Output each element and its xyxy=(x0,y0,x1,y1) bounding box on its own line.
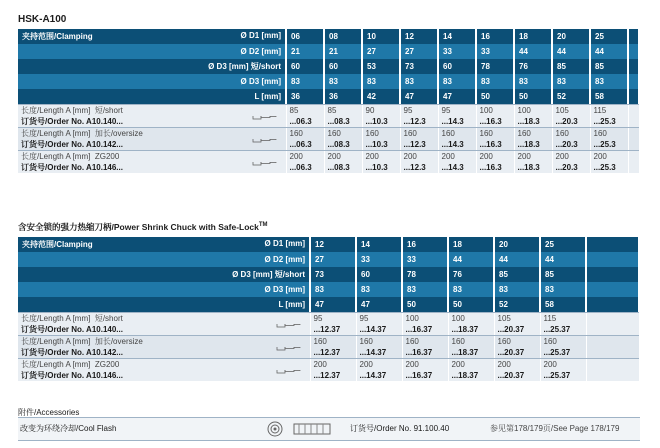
length-value: 90 xyxy=(362,105,400,116)
length-label: 长度/Length A [mm] 短/short xyxy=(18,105,286,116)
order-code: ...14.3 xyxy=(438,162,476,173)
order-code: ...18.3 xyxy=(514,139,552,150)
length-value: 160 xyxy=(494,336,540,347)
shrink-chuck-icon xyxy=(252,162,272,165)
order-code: ...18.3 xyxy=(514,162,552,173)
header-value-cell: 21 xyxy=(286,44,324,59)
shrink-chuck-icon xyxy=(276,347,296,350)
header-value-cell: 60 xyxy=(324,59,362,74)
header-value-cell: 25 xyxy=(540,237,586,252)
header-row xyxy=(18,297,639,312)
length-value: 160 xyxy=(540,336,586,347)
header-value-cell: 14 xyxy=(438,29,476,44)
order-code: ...20.37 xyxy=(494,347,540,358)
accessories-title: 附件/Accessories xyxy=(18,408,80,417)
order-label: 订货号/Order No. A10.142... xyxy=(18,347,310,358)
order-code: ...10.3 xyxy=(362,162,400,173)
length-value: 160 xyxy=(286,128,324,139)
header-value-cell: 50 xyxy=(402,297,448,312)
header-value-cell: 85 xyxy=(590,59,628,74)
length-value: 200 xyxy=(514,151,552,162)
length-value: 160 xyxy=(402,336,448,347)
order-code: ...20.37 xyxy=(494,324,540,335)
length-value: 200 xyxy=(448,359,494,370)
header-value-cell: 83 xyxy=(402,282,448,297)
header-value-cell: 47 xyxy=(400,89,438,104)
order-label: 订货号/Order No. A10.142... xyxy=(18,139,286,150)
order-code: ...06.3 xyxy=(286,116,324,127)
header-value-cell: 44 xyxy=(494,252,540,267)
header-value-cell: 60 xyxy=(438,59,476,74)
header-value-cell: 50 xyxy=(476,89,514,104)
header-value-cell: 18 xyxy=(448,237,494,252)
header-value-cell: 44 xyxy=(590,44,628,59)
order-row xyxy=(18,116,639,127)
length-value: 95 xyxy=(438,105,476,116)
order-code: ...25.3 xyxy=(590,162,628,173)
order-code: ...18.37 xyxy=(448,370,494,381)
header-value-cell: 53 xyxy=(362,59,400,74)
header-value-cell: 83 xyxy=(356,282,402,297)
length-value: 160 xyxy=(324,128,362,139)
header-row xyxy=(18,29,639,44)
header-value-cell: 83 xyxy=(514,74,552,89)
coolant-disc-icon xyxy=(266,421,288,437)
order-code: ...18.37 xyxy=(448,347,494,358)
order-code: ...25.3 xyxy=(590,139,628,150)
length-value: 85 xyxy=(286,105,324,116)
header-value-cell: 18 xyxy=(514,29,552,44)
header-label-cell: 夹持范围/Clamping Ø D1 [mm] xyxy=(18,29,286,44)
header-value-cell: 25 xyxy=(590,29,628,44)
accessory-page-ref[interactable]: 参见第178/179页/See Page 178/179 xyxy=(490,424,620,433)
order-code: ...14.37 xyxy=(356,370,402,381)
header-value-cell: 83 xyxy=(476,74,514,89)
header-value-cell: 50 xyxy=(514,89,552,104)
length-value: 200 xyxy=(590,151,628,162)
order-row xyxy=(18,324,639,335)
header-row xyxy=(18,237,639,252)
header-value-cell: 44 xyxy=(448,252,494,267)
length-label: 长度/Length A [mm] ZG200 xyxy=(18,151,286,162)
header-value-cell: 83 xyxy=(590,74,628,89)
header-value-cell: 47 xyxy=(310,297,356,312)
order-code: ...12.3 xyxy=(400,162,438,173)
header-value-cell: 58 xyxy=(540,297,586,312)
header-value-cell: 16 xyxy=(476,29,514,44)
length-label: 长度/Length A [mm] ZG200 xyxy=(18,359,310,370)
shrink-chuck-icon xyxy=(252,116,272,119)
length-value: 200 xyxy=(476,151,514,162)
length-value: 200 xyxy=(286,151,324,162)
length-value: 200 xyxy=(310,359,356,370)
order-code: ...18.37 xyxy=(448,324,494,335)
order-code: ...20.3 xyxy=(552,139,590,150)
header-value-cell: 36 xyxy=(324,89,362,104)
length-value: 200 xyxy=(438,151,476,162)
length-label: 长度/Length A [mm] 加长/oversize xyxy=(18,128,286,139)
header-value-cell: 06 xyxy=(286,29,324,44)
length-row xyxy=(18,105,639,116)
header-label-cell: Ø D3 [mm] xyxy=(18,74,286,89)
header-value-cell: 83 xyxy=(540,282,586,297)
order-code: ...20.3 xyxy=(552,116,590,127)
order-code: ...06.3 xyxy=(286,139,324,150)
order-code: ...12.37 xyxy=(310,370,356,381)
header-value-cell: 08 xyxy=(324,29,362,44)
header-label-cell: 夹持范围/Clamping Ø D1 [mm] xyxy=(18,237,310,252)
length-value: 200 xyxy=(324,151,362,162)
length-value: 160 xyxy=(400,128,438,139)
header-value-cell: 76 xyxy=(514,59,552,74)
length-value: 160 xyxy=(514,128,552,139)
shrink-chuck-icon xyxy=(276,324,296,327)
header-value-cell: 83 xyxy=(400,74,438,89)
header-row xyxy=(18,59,639,74)
length-row xyxy=(18,128,639,139)
header-value-cell: 20 xyxy=(552,29,590,44)
order-code: ...10.3 xyxy=(362,116,400,127)
header-value-cell: 27 xyxy=(400,44,438,59)
header-value-cell: 83 xyxy=(286,74,324,89)
header-value-cell: 47 xyxy=(438,89,476,104)
accessory-row xyxy=(18,417,640,441)
order-row xyxy=(18,162,639,173)
header-label-cell: Ø D3 [mm] xyxy=(18,282,310,297)
header-value-cell: 85 xyxy=(494,267,540,282)
order-label: 订货号/Order No. A10.140... xyxy=(18,116,286,127)
order-code: ...16.3 xyxy=(476,139,514,150)
header-row xyxy=(18,74,639,89)
header-value-cell: 33 xyxy=(476,44,514,59)
length-value: 160 xyxy=(476,128,514,139)
header-row xyxy=(18,252,639,267)
header-value-cell: 33 xyxy=(402,252,448,267)
header-value-cell: 76 xyxy=(448,267,494,282)
length-value: 105 xyxy=(552,105,590,116)
header-value-cell: 60 xyxy=(286,59,324,74)
length-value: 105 xyxy=(494,313,540,324)
header-row xyxy=(18,267,639,282)
section1-table xyxy=(18,29,640,173)
header-value-cell: 12 xyxy=(310,237,356,252)
header-value-cell: 44 xyxy=(514,44,552,59)
order-code: ...25.37 xyxy=(540,324,586,335)
length-value: 95 xyxy=(310,313,356,324)
length-value: 100 xyxy=(476,105,514,116)
order-code: ...20.3 xyxy=(552,162,590,173)
length-value: 160 xyxy=(356,336,402,347)
length-value: 160 xyxy=(590,128,628,139)
header-value-cell: 83 xyxy=(310,282,356,297)
order-code: ...14.3 xyxy=(438,116,476,127)
length-value: 100 xyxy=(514,105,552,116)
order-row xyxy=(18,139,639,150)
length-row xyxy=(18,151,639,162)
header-value-cell: 83 xyxy=(324,74,362,89)
order-code: ...08.3 xyxy=(324,116,362,127)
length-value: 200 xyxy=(362,151,400,162)
header-value-cell: 85 xyxy=(540,267,586,282)
order-code: ...14.37 xyxy=(356,347,402,358)
length-value: 160 xyxy=(362,128,400,139)
length-value: 85 xyxy=(324,105,362,116)
header-value-cell: 52 xyxy=(494,297,540,312)
order-row xyxy=(18,370,639,381)
order-code: ...16.3 xyxy=(476,116,514,127)
order-code: ...25.37 xyxy=(540,370,586,381)
length-value: 200 xyxy=(494,359,540,370)
header-value-cell: 16 xyxy=(402,237,448,252)
header-label-cell: Ø D3 [mm] 短/short xyxy=(18,267,310,282)
length-value: 200 xyxy=(356,359,402,370)
order-code: ...14.3 xyxy=(438,139,476,150)
length-value: 200 xyxy=(552,151,590,162)
length-value: 115 xyxy=(540,313,586,324)
length-value: 100 xyxy=(448,313,494,324)
header-value-cell: 58 xyxy=(590,89,628,104)
length-value: 95 xyxy=(356,313,402,324)
order-code: ...16.3 xyxy=(476,162,514,173)
header-value-cell: 10 xyxy=(362,29,400,44)
header-row xyxy=(18,282,639,297)
order-code: ...06.3 xyxy=(286,162,324,173)
length-value: 160 xyxy=(310,336,356,347)
header-row xyxy=(18,89,639,104)
header-value-cell: 12 xyxy=(400,29,438,44)
section2-title: 含安全锁的强力热缩刀柄/Power Shrink Chuck with Safe-Lock™ xyxy=(18,222,268,232)
order-code: ...16.37 xyxy=(402,324,448,335)
header-value-cell: 73 xyxy=(310,267,356,282)
length-value: 100 xyxy=(402,313,448,324)
header-value-cell: 33 xyxy=(356,252,402,267)
header-value-cell: 14 xyxy=(356,237,402,252)
order-code: ...12.3 xyxy=(400,116,438,127)
header-value-cell: 47 xyxy=(356,297,402,312)
length-value: 115 xyxy=(590,105,628,116)
header-label-cell: L [mm] xyxy=(18,89,286,104)
order-code: ...20.37 xyxy=(494,370,540,381)
length-value: 160 xyxy=(448,336,494,347)
header-value-cell: 83 xyxy=(552,74,590,89)
header-label-cell: Ø D3 [mm] 短/short xyxy=(18,59,286,74)
length-value: 200 xyxy=(540,359,586,370)
header-value-cell: 83 xyxy=(438,74,476,89)
length-label: 长度/Length A [mm] 短/short xyxy=(18,313,310,324)
header-value-cell: 83 xyxy=(494,282,540,297)
header-label-cell: Ø D2 [mm] xyxy=(18,252,310,267)
accessory-item: 改变为环绕冷却/Cool Flash xyxy=(20,424,117,433)
header-value-cell: 78 xyxy=(476,59,514,74)
length-label: 长度/Length A [mm] 加长/oversize xyxy=(18,336,310,347)
cool-flash-sleeve-icon xyxy=(293,422,333,436)
order-label: 订货号/Order No. A10.140... xyxy=(18,324,310,335)
header-value-cell: 42 xyxy=(362,89,400,104)
header-value-cell: 78 xyxy=(402,267,448,282)
shrink-chuck-icon xyxy=(252,139,272,142)
order-label: 订货号/Order No. A10.146... xyxy=(18,370,310,381)
section2-table xyxy=(18,237,640,381)
header-value-cell: 21 xyxy=(324,44,362,59)
header-value-cell: 83 xyxy=(362,74,400,89)
length-row xyxy=(18,359,639,370)
order-code: ...16.37 xyxy=(402,347,448,358)
order-code: ...16.37 xyxy=(402,370,448,381)
header-value-cell: 44 xyxy=(540,252,586,267)
order-code: ...08.3 xyxy=(324,162,362,173)
length-row xyxy=(18,336,639,347)
accessory-order: 订货号/Order No. 91.100.40 xyxy=(350,424,450,433)
header-value-cell: 83 xyxy=(448,282,494,297)
length-value: 160 xyxy=(438,128,476,139)
order-label: 订货号/Order No. A10.146... xyxy=(18,162,286,173)
section1-title: HSK-A100 xyxy=(18,14,67,25)
header-value-cell: 20 xyxy=(494,237,540,252)
header-row xyxy=(18,44,639,59)
order-code: ...12.37 xyxy=(310,324,356,335)
order-code: ...18.3 xyxy=(514,116,552,127)
length-value: 95 xyxy=(400,105,438,116)
order-code: ...12.3 xyxy=(400,139,438,150)
header-value-cell: 27 xyxy=(362,44,400,59)
order-code: ...12.37 xyxy=(310,347,356,358)
header-value-cell: 27 xyxy=(310,252,356,267)
header-label-cell: L [mm] xyxy=(18,297,310,312)
header-value-cell: 36 xyxy=(286,89,324,104)
shrink-chuck-icon xyxy=(276,370,296,373)
header-value-cell: 44 xyxy=(552,44,590,59)
length-value: 200 xyxy=(402,359,448,370)
header-value-cell: 73 xyxy=(400,59,438,74)
order-code: ...10.3 xyxy=(362,139,400,150)
header-value-cell: 85 xyxy=(552,59,590,74)
header-value-cell: 50 xyxy=(448,297,494,312)
length-value: 160 xyxy=(552,128,590,139)
header-value-cell: 33 xyxy=(438,44,476,59)
order-code: ...25.3 xyxy=(590,116,628,127)
length-row xyxy=(18,313,639,324)
length-value: 200 xyxy=(400,151,438,162)
order-code: ...25.37 xyxy=(540,347,586,358)
order-row xyxy=(18,347,639,358)
header-value-cell: 52 xyxy=(552,89,590,104)
order-code: ...14.37 xyxy=(356,324,402,335)
header-label-cell: Ø D2 [mm] xyxy=(18,44,286,59)
header-value-cell: 60 xyxy=(356,267,402,282)
order-code: ...08.3 xyxy=(324,139,362,150)
